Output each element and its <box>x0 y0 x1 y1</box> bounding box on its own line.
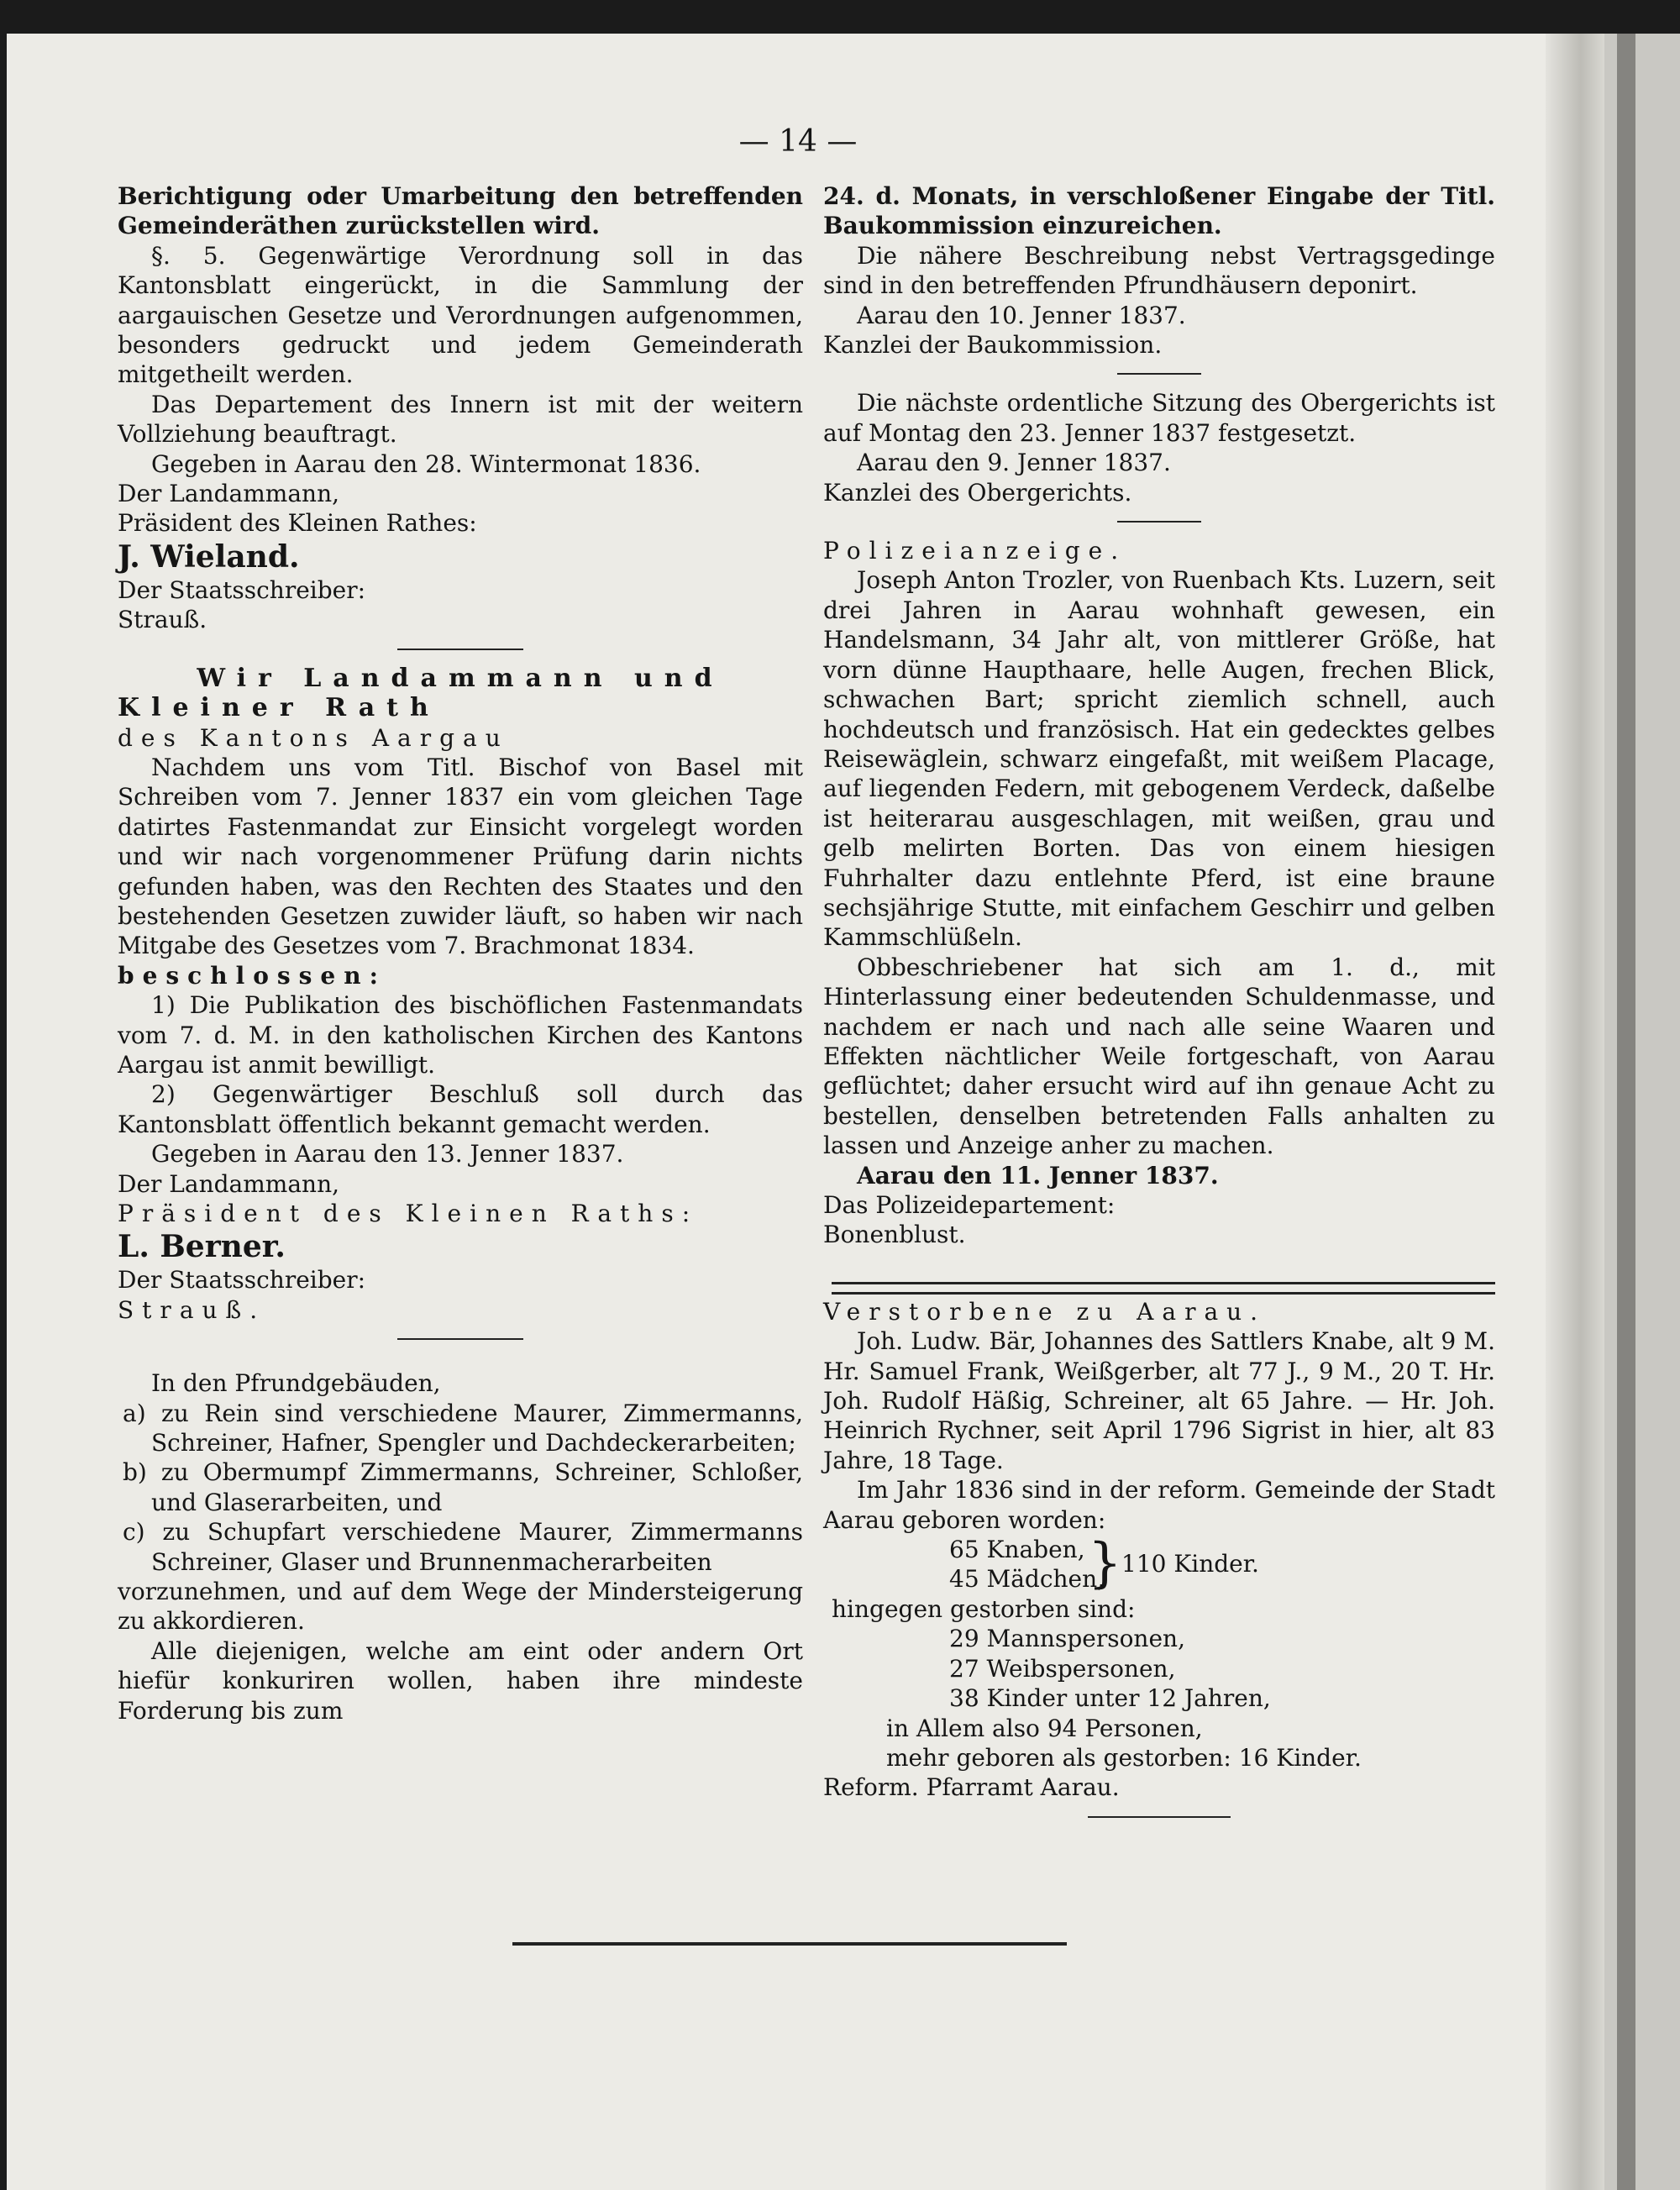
signature-name: L. Berner. <box>118 1229 286 1265</box>
tally-label: hingegen gestorben sind: <box>832 1594 1136 1623</box>
paragraph: vorzunehmen, und auf dem Wege der Mindersteigerung zu akkordieren. <box>118 1578 803 1636</box>
date-line: Gegeben in Aarau den 28. Wintermonat 1836. <box>151 449 701 478</box>
date-line: Aarau den 11. Jenner 1837. <box>857 1161 1219 1190</box>
tally-line: 29 Mannspersonen, <box>949 1625 1185 1653</box>
section-divider <box>1117 521 1201 523</box>
police-heading: Polizeianzeige. <box>823 537 1127 565</box>
decree-subheading: des Kantons Aargau <box>118 723 509 752</box>
birth-tally <box>823 1532 1495 1595</box>
section-divider <box>1117 373 1201 375</box>
spine-shadow <box>1617 34 1635 2190</box>
left-column <box>118 181 803 1725</box>
paragraph: Joseph Anton Trozler, von Ruenbach Kts. Luzern, seit drei Jahren in Aarau wohnhaft gewesen, ein Handelsmann, 34 Jahr alt, von mittlerer Größe, hat vorn dünne Haupthaare, helle Augen, frechen Blick, schwachen Bart; spricht ziemlich schnell, auch hochdeutsch und französisch. Hat ein gedecktes gelbes Reisewäglein, schwarz eingefaßt, mit weißem Placage, auf liegenden Federn, mit gebogenem Verdeck, daßelbe ist heiterarau ausgeschlagen, mit weißen, grau und gelb melirten Borten. Das von einem hiesigen Fuhrhalter dazu entlehnte Pferd, ist eine braune sechsjährige Stutte, mit einfachem Geschirr und gelben Kammschlüßeln. <box>823 566 1495 952</box>
paragraph: Joh. Ludw. Bär, Johannes des Sattlers Knabe, alt 9 M. Hr. Samuel Frank, Weißgerber, alt 77 J., 9 M., 20 T. Hr. Joh. Rudolf Häßig, Schreiner, alt 65 Jahre. — Hr. Joh. Heinrich Rychner, seit April 1796 Sigrist in hier, alt 83 Jahre, 18 Tage. <box>823 1327 1495 1474</box>
tally-line: 65 Knaben, <box>949 1536 1085 1564</box>
paragraph: 24. d. Monats, in verschloßener Eingabe der Titl. Baukommission einzureichen. <box>823 182 1495 240</box>
list-item: b) zu Obermumpf Zimmermanns, Schreiner, Schloßer, und Glaserarbeiten, und <box>123 1458 803 1516</box>
signature-title: Der Landammann, <box>118 1169 340 1198</box>
date-line: Aarau den 9. Jenner 1837. <box>857 449 1171 477</box>
list-item: c) zu Schupfart verschiedene Maurer, Zimmermanns Schreiner, Glaser und Brunnenmacherarbeiten <box>123 1518 803 1576</box>
book-spine <box>1604 34 1680 2190</box>
notice-intro: In den Pfrundgebäuden, <box>151 1369 441 1398</box>
section-divider <box>397 649 523 650</box>
section-divider <box>1088 1816 1231 1818</box>
tally-line: 27 Weibspersonen, <box>949 1654 1176 1683</box>
page-number: — 14 — <box>738 124 858 159</box>
paragraph: Obbeschriebener hat sich am 1. d., mit Hinterlassung einer bedeutenden Schuldenmasse, und nachdem er nach und nach alle seine Waaren und Effekten nächtlicher Weile fortgeschaft, von Aarau geflüchtet; daher ersucht wird auf ihn genaue Acht zu bestellen, denselben betretenden Falls anhalten zu lassen und Anzeige anher zu machen. <box>823 953 1495 1160</box>
signature-name: Bonenblust. <box>823 1221 966 1249</box>
signature-title: Präsident des Kleinen Raths: <box>118 1200 699 1227</box>
tally-line: mehr geboren als gestorben: 16 Kinder. <box>886 1743 1362 1772</box>
brace-icon: } <box>1088 1532 1122 1595</box>
signature-office: Reform. Pfarramt Aarau. <box>823 1773 1120 1802</box>
signature-title: Der Staatsschreiber: <box>118 575 366 604</box>
tally-line: in Allem also 94 Personen, <box>886 1714 1203 1742</box>
signature-title: Der Staatsschreiber: <box>118 1266 366 1295</box>
paragraph: Alle diejenigen, welche am eint oder andern Ort hiefür konkuriren wollen, haben ihre mindeste Forderung bis zum <box>118 1636 803 1725</box>
signature-name: Strauß. <box>118 1295 266 1324</box>
signature-office: Kanzlei des Obergerichts. <box>823 478 1132 507</box>
date-line: Gegeben in Aarau den 13. Jenner 1837. <box>151 1140 624 1169</box>
tally-line: 38 Kinder unter 12 Jahren, <box>949 1684 1271 1713</box>
signature-office: Kanzlei der Baukommission. <box>823 331 1163 360</box>
deaths-heading: Verstorbene zu Aarau. <box>823 1297 1267 1326</box>
closing-rule <box>512 1942 1067 1946</box>
paragraph: Berichtigung oder Umarbeitung den betreffenden Gemeinderäthen zurückstellen wird. <box>118 182 803 240</box>
double-divider <box>832 1282 1495 1295</box>
signature-name: Strauß. <box>118 606 207 634</box>
date-line: Aarau den 10. Jenner 1837. <box>857 301 1186 329</box>
signature-office: Das Polizeidepartement: <box>823 1191 1116 1219</box>
right-column <box>823 181 1495 1831</box>
paragraph: Das Departement des Innern ist mit der weitern Vollziehung beauftragt. <box>118 390 803 449</box>
tally-total: 110 Kinder. <box>1121 1550 1259 1578</box>
signature-name: J. Wieland. <box>118 538 300 575</box>
paragraph: §. 5. Gegenwärtige Verordnung soll in das Kantonsblatt eingerückt, in die Sammlung der aargauischen Gesetze und Verordnungen aufgenommen, besonders gedruckt und jedem Gemeinderath mitgetheilt werden. <box>118 241 803 389</box>
list-item: a) zu Rein sind verschiedene Maurer, Zimmermanns, Schreiner, Hafner, Spengler und Dachdeckerarbeiten; <box>123 1399 803 1457</box>
tally-line: 45 Mädchen, <box>949 1565 1105 1594</box>
paragraph: Im Jahr 1836 sind in der reform. Gemeinde der Stadt Aarau geboren worden: <box>823 1476 1495 1534</box>
signature-title: Der Landammann, <box>118 480 340 508</box>
paragraph: Die nächste ordentliche Sitzung des Obergerichts ist auf Montag den 23. Jenner 1837 festgesetzt. <box>823 389 1495 447</box>
binding-gutter <box>1546 34 1604 2190</box>
paragraph: Die nähere Beschreibung nebst Vertragsgedinge sind in den betreffenden Pfrundhäusern deponirt. <box>823 241 1495 300</box>
resolved-heading: beschlossen: <box>118 961 386 990</box>
decree-heading: Wir Landammann und Kleiner Rath <box>118 663 724 723</box>
section-divider <box>397 1338 523 1340</box>
resolution-item: 2) Gegenwärtiger Beschluß soll durch das Kantonsblatt öffentlich bekannt gemacht werden. <box>118 1080 803 1138</box>
resolution-item: 1) Die Publikation des bischöflichen Fastenmandats vom 7. d. M. in den katholischen Kirchen des Kantons Aargau ist anmit bewilligt. <box>118 991 803 1079</box>
paragraph: Nachdem uns vom Titl. Bischof von Basel mit Schreiben vom 7. Jenner 1837 ein vom gleichen Tage datirtes Fastenmandat zur Einsicht vorgelegt worden und wir nach vorgenommener Prüfung darin nichts gefunden haben, was den Rechten des Staates und den bestehenden Gesetzen zuwider läuft, so haben wir nach Mitgabe des Gesetzes vom 7. Brachmonat 1834. <box>118 753 803 960</box>
signature-title: Präsident des Kleinen Rathes: <box>118 509 477 538</box>
